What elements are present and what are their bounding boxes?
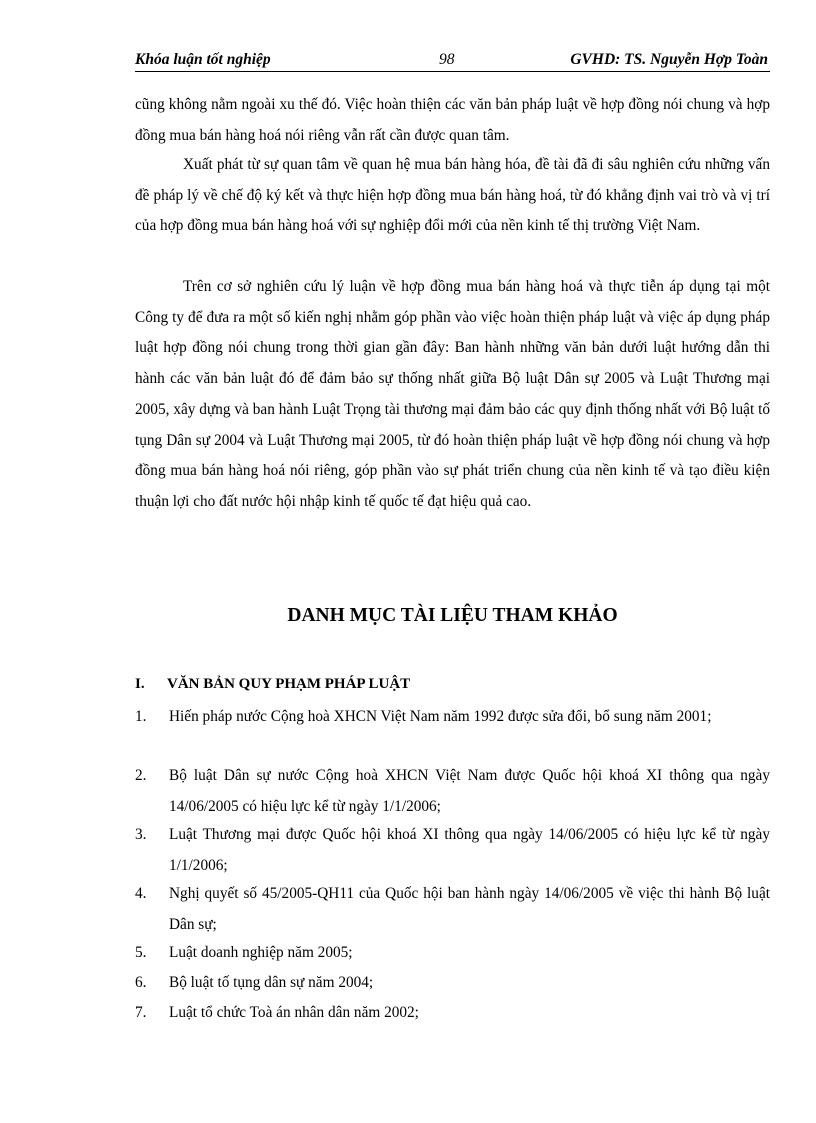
reference-item (135, 761, 770, 822)
reference-item (135, 998, 770, 1029)
reference-text: Nghị quyết số 45/2005-QH11 của Quốc hội ban hành ngày 14/06/2005 về việc thi hành Bộ luật Dân sự; (169, 885, 770, 933)
reference-text: Luật tổ chức Toà án nhân dân năm 2002; (169, 1004, 419, 1021)
header-thesis-label: Khóa luận tốt nghiệp (135, 51, 271, 68)
reference-number: 7. (135, 1004, 147, 1021)
body-paragraph: Xuất phát từ sự quan tâm về quan hệ mua bán hàng hóa, đề tài đã đi sâu nghiên cứu những vấn đề pháp lý về chế độ ký kết và thực hiện hợp đồng mua bán hàng hoá, từ đó khẳng định vai trò và vị trí của hợp đồng mua bán hàng hoá với sự nghiệp đổi mới của nền kinh tế thị trường Việt Nam. (135, 156, 770, 235)
references-title: DANH MỤC TÀI LIỆU THAM KHẢO (287, 605, 618, 626)
reference-text: Luật doanh nghiệp năm 2005; (169, 944, 353, 961)
reference-item (135, 938, 770, 969)
reference-number: 6. (135, 974, 147, 991)
reference-text: Bộ luật Dân sự nước Cộng hoà XHCN Việt Nam được Quốc hội khoá XI thông qua ngày 14/06/2005 có hiệu lực kể từ ngày 1/1/2006; (169, 767, 770, 815)
header-advisor: GVHD: TS. Nguyễn Hợp Toàn (570, 51, 768, 68)
page-header (135, 49, 770, 72)
header-page-number: 98 (439, 51, 455, 68)
reference-text: Hiến pháp nước Cộng hoà XHCN Việt Nam năm 1992 được sửa đổi, bổ sung năm 2001; (169, 708, 712, 725)
reference-number: 4. (135, 885, 147, 902)
reference-item (135, 879, 770, 940)
section-heading: VĂN BẢN QUY PHẠM PHÁP LUẬT (167, 676, 411, 692)
reference-item (135, 702, 770, 733)
body-paragraph: Trên cơ sở nghiên cứu lý luận về hợp đồng mua bán hàng hoá và thực tiễn áp dụng tại một Công ty để đưa ra một số kiến nghị nhằm góp phần vào việc hoàn thiện pháp luật và việc áp dụng pháp luật hợp đồng nói chung trong thời gian gần đây: Ban hành những văn bản dưới luật hướng dẫn thi hành các văn bản luật đó để đảm bảo sự thống nhất giữa Bộ luật Dân sự 2005 và Luật Thương mại 2005, xây dựng và ban hành Luật Trọng tài thương mại đảm bảo các quy định thống nhất với Bộ luật tố tụng Dân sự 2004 và Luật Thương mại 2005, từ đó hoàn thiện pháp luật về hợp đồng nói chung và hợp đồng mua bán hàng hoá nói riêng, góp phần vào sự phát triển chung của nền kinh tế và tạo điều kiện thuận lợi cho đất nước hội nhập kinh tế quốc tế đạt hiệu quả cao. (135, 278, 770, 510)
reference-number: 3. (135, 826, 147, 843)
reference-number: 1. (135, 708, 147, 725)
reference-number: 5. (135, 944, 147, 961)
section-number: I. (135, 676, 145, 692)
reference-item (135, 820, 770, 881)
reference-number: 2. (135, 767, 147, 784)
reference-text: Luật Thương mại được Quốc hội khoá XI thông qua ngày 14/06/2005 có hiệu lực kể từ ngày 1/1/2006; (169, 826, 770, 874)
reference-text: Bộ luật tố tụng dân sự năm 2004; (169, 974, 374, 991)
reference-item (135, 968, 770, 999)
body-paragraph: cũng không nằm ngoài xu thế đó. Việc hoàn thiện các văn bản pháp luật về hợp đồng nói chung và hợp đồng mua bán hàng hoá nói riêng vẫn rất cần được quan tâm. (135, 96, 770, 144)
